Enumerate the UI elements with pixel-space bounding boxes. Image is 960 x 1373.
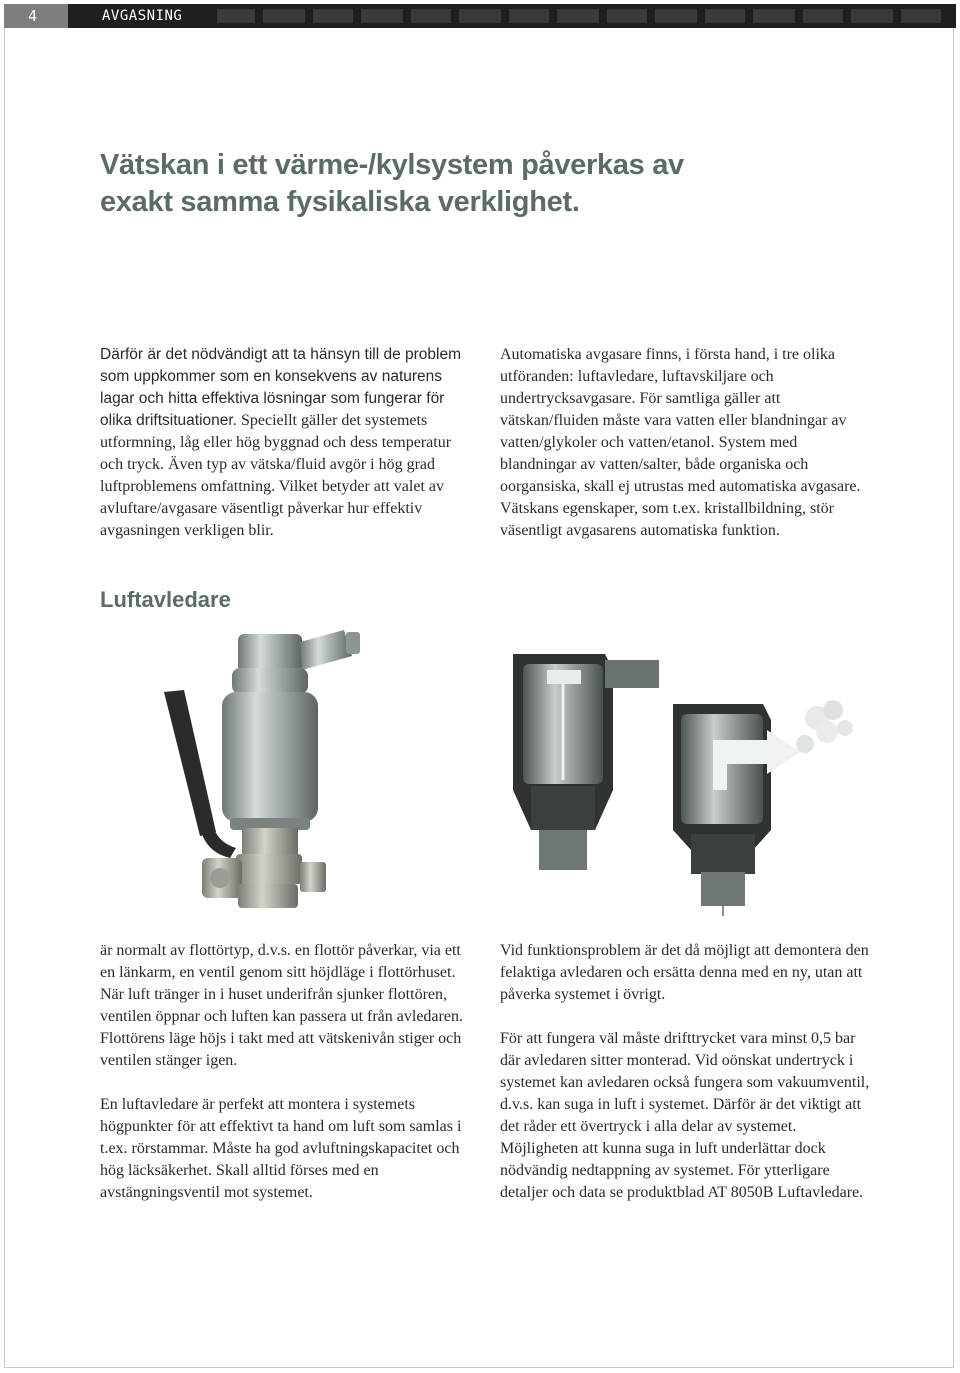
header-pattern [179, 9, 956, 23]
page-number: 4 [4, 4, 68, 28]
body-right-paragraph-1: Vid funktionsproblem är det då möjligt att demontera den felaktiga avledaren och ersätta denna med en ny, utan att påverka systemet i övrigt. [500, 942, 869, 1003]
body-right-column [500, 940, 872, 1204]
body-left-column [100, 940, 472, 1204]
page-title [100, 147, 740, 221]
intro-right-column [500, 344, 870, 542]
air-vent-cutaway-icon [495, 640, 865, 920]
header-bar [4, 4, 956, 28]
air-vent-with-ball-valve-icon [150, 622, 380, 922]
intro-left-sans-text: Därför är det nödvändigt att ta hänsyn till de problem som uppkommer som en konsekvens av naturens lagar och hitta effektiva lösningar som fungerar för olika driftsituationer. [100, 346, 462, 429]
body-right-paragraph-2: För att fungera väl måste drifttrycket vara minst 0,5 bar där avledaren sitter monterad. Vid oönskat undertryck i systemet kan avledaren också fungera som vakuumventil, d.v.s. kan suga in luft i systemet. Därför är det viktigt att det råder ett övertryck i alla delar av systemet. Möjligheten att kunna suga in luft underlättar dock nödvändig nedtappning av systemet. För ytterligare detaljer och data se produktblad AT 8050B Luftavledare. [500, 1030, 870, 1201]
section-heading: Luftavledare [100, 587, 231, 612]
intro-left-column [100, 344, 472, 542]
page-title-line-2: exakt samma fysikaliska verklighet. [100, 186, 580, 218]
page-title-line-1: Vätskan i ett värme-/kylsystem påverkas av [100, 149, 684, 181]
body-left-paragraph-2: En luftavledare är perfekt att montera i systemets högpunkter för att effektivt ta hand om luft som samlas i t.ex. rörstammar. Måste ha god avluftningskapacitet och hög läcksäkerhet. Skall alltid förses med en avstängningsventil mot systemet. [100, 1096, 462, 1201]
section-label: AVGASNING [102, 8, 183, 24]
intro-left-serif-text: Speciellt gäller det systemets utformning, låg eller hög byggnad och dess temperatur och tryck. Även typ av vätska/fluid avgör i hög grad luftproblemens omfattning. Vilket betyder att valet av avluftare/avgasare väsentligt påverkar hur effektiv avgasningen verkligen blir. [100, 412, 452, 539]
intro-right-text: Automatiska avgasare finns, i första hand, i tre olika utföranden: luftavledare, luftavskiljare och undertrycksavgasare. För samtliga gäller att vätskan/fluiden måste vara vatten eller blandningar av vatten/glykoler och vatten/etanol. System med blandningar av vatten/salter, både organiska och oorgansiska, skall ej utrustas med automatiska avgasare. Vätskans egenskaper, som t.ex. kristallbildning, stör väsentligt avgasarens automatiska funktion. [500, 346, 861, 539]
body-left-paragraph-1: är normalt av flottörtyp, d.v.s. en flottör påverkar, via ett en länkarm, en ventil genom sitt höjdläge i flottörhuset. När luft tränger in i huset underifrån sjunker flottören, ventilen öppnar och luften kan passera ut från avledaren. Flottörens läge höjs i takt med att vätskenivån stiger och ventilen stänger igen. [100, 942, 463, 1069]
